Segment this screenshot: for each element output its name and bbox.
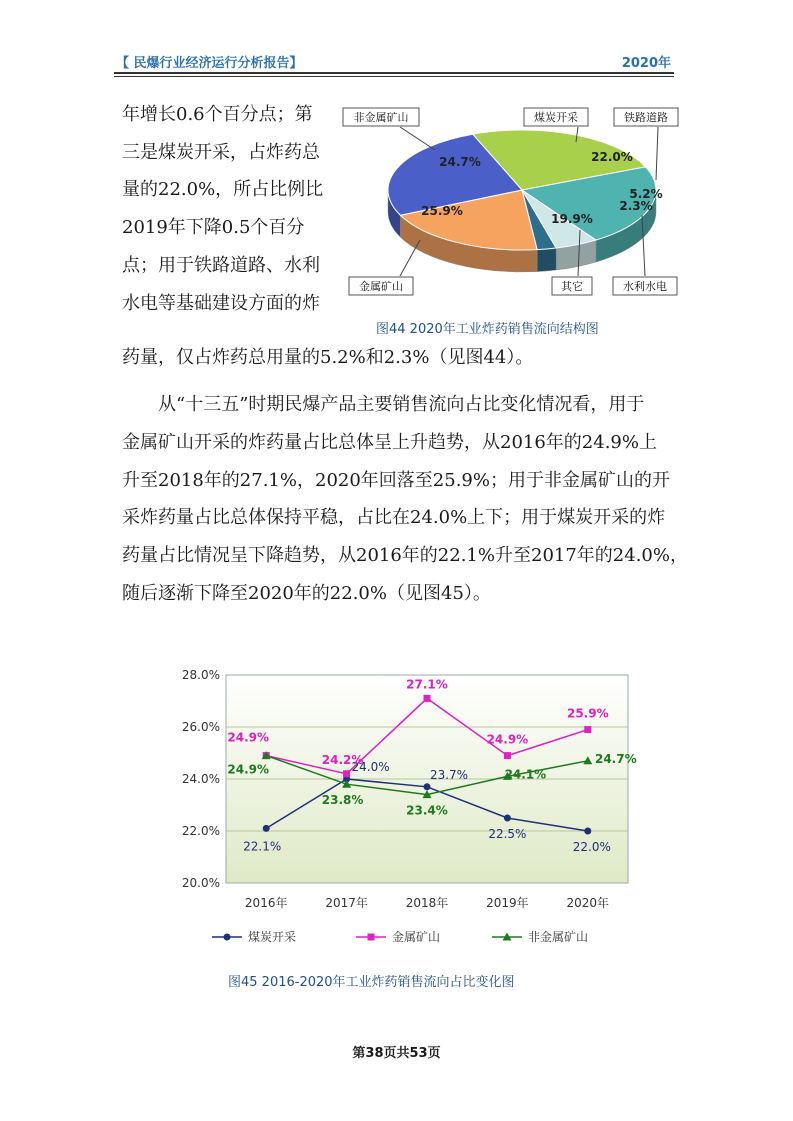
data-label: 23.4% [406,803,448,818]
para-line: 金属矿山开采的炸药量占比总体呈上升趋势，从2016年的24.9%上 [122,431,657,453]
x-tick-label: 2020年 [566,896,610,910]
pie-slice-side [537,248,556,272]
data-label: 24.7% [594,751,637,766]
report-title: 【 民爆行业经济运行分析报告】 [116,56,303,71]
pie-value-label: 25.9% [421,204,463,218]
intro-line: 三是煤炭开采，占炸药总 [122,141,320,163]
intro-tail: 药量，仅占炸药总用量的5.2%和2.3%（见图44）。 [122,347,534,368]
header-divider-thin [114,76,674,77]
data-point [504,752,511,759]
data-label: 25.9% [566,706,609,721]
pie-leader-line [400,127,435,150]
para-line: 药量占比情况呈下降趋势，从2016年的22.1%升至2017年的24.0%， [122,545,688,567]
pie-category-label: 煤炭开采 [534,111,578,124]
pie-value-label: 5.2% [629,187,663,201]
x-tick-label: 2019年 [486,896,529,910]
data-point [424,695,431,702]
report-year: 2020年 [621,56,671,71]
data-point [584,726,591,733]
intro-line: 年增长0.6个百分点；第 [122,104,313,125]
para-line: 从“十三五”时期民爆产品主要销售流向占比变化情况看，用于 [158,394,645,415]
data-label: 24.2% [321,752,364,767]
data-label: 24.9% [486,732,529,747]
legend-marker [368,934,375,941]
pie-category-label: 非金属矿山 [353,111,409,124]
data-label: 24.9% [227,730,270,745]
y-tick-label: 24.0% [181,772,220,786]
intro-paragraph [122,96,334,322]
y-tick-label: 28.0% [181,668,220,682]
data-point [424,783,431,790]
x-tick-labels [245,895,609,910]
x-tick-label: 2017年 [325,896,368,910]
para-line: 升至2018年的27.1%，2020年回落至25.9%；用于非金属矿山的开 [122,469,670,491]
data-label: 24.1% [504,767,547,782]
pie-leader-line [656,127,658,180]
pie-tops [388,130,656,250]
legend-label: 非金属矿山 [528,930,589,944]
data-point [263,825,270,832]
intro-line: 2019年下降0.5个百分 [122,217,305,239]
pie-category-label: 金属矿山 [359,280,403,293]
x-tick-label: 2018年 [405,896,449,910]
pie-value-label: 19.9% [551,212,593,226]
data-label: 23.8% [321,793,364,808]
intro-line: 量的22.0%，所占比例比 [122,179,324,201]
header-divider [114,72,674,74]
pie-category-label: 其它 [561,280,583,293]
data-label: 22.1% [243,839,282,854]
fig44-caption: 图44 2020年工业炸药销售流向结构图 [376,322,599,337]
pie-value-label: 24.7% [439,155,481,169]
intro-line: 水电等基础建设方面的炸 [122,292,320,314]
legend [212,929,588,944]
data-label: 22.5% [488,827,527,841]
data-label: 24.0% [351,760,390,774]
x-tick-label: 2016年 [244,896,288,910]
data-label: 24.9% [227,762,270,777]
y-tick-label: 26.0% [181,720,220,734]
legend-label: 煤炭开采 [248,930,297,944]
legend-marker [224,934,231,941]
y-tick-label: 22.0% [181,824,220,838]
data-label: 22.0% [572,840,611,854]
pie-chart [340,100,680,310]
y-tick-labels [182,668,220,890]
data-point [504,815,511,822]
line-chart [170,662,637,962]
pie-category-label: 铁路道路 [624,111,668,124]
trend-paragraph [122,386,722,613]
pie-value-label: 22.0% [591,150,633,164]
fig45-caption: 图45 2016-2020年工业炸药销售流向占比变化图 [228,975,515,990]
y-tick-label: 20.0% [181,876,220,890]
para-line: 采炸药量占比总体保持平稳，占比在24.0%上下；用于煤炭开采的炸 [122,507,666,529]
data-label: 27.1% [406,677,448,692]
pie-leader-line [400,240,420,276]
para-line: 随后逐渐下降至2020年的22.0%（见图45）。 [122,582,491,604]
data-label: 23.7% [429,767,469,782]
intro-line: 点；用于铁路道路、水利 [122,254,320,276]
legend-label: 金属矿山 [392,930,441,944]
pie-category-label: 水利水电 [623,280,667,293]
data-point [584,828,591,835]
pie-value-label: 2.3% [619,199,653,213]
page-number: 第38页共53页 [352,1046,441,1061]
data-point [343,770,350,777]
